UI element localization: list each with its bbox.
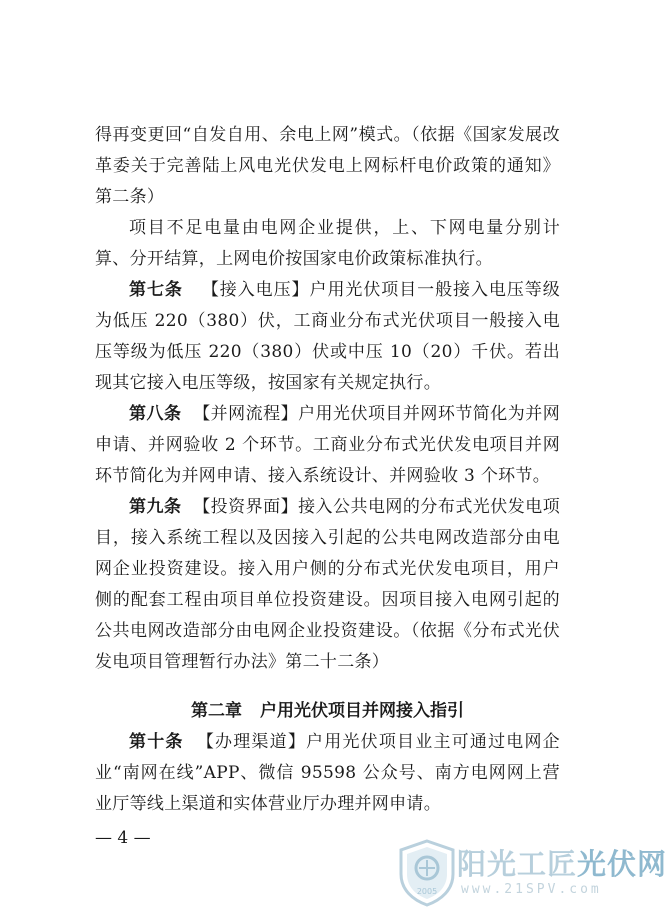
watermark-brand: [457, 842, 667, 883]
paragraph-2: [95, 213, 560, 275]
article-9: [95, 492, 560, 678]
craftsman-shield-icon: [395, 838, 459, 908]
article-8-number: 第八条: [129, 404, 182, 424]
chapter-number: 第二章: [191, 701, 242, 721]
watermark-brand-part2: 光伏网: [577, 847, 667, 881]
article-7-text: 户用光伏项目一般接入电压等级为低压 220（380）伏，工商业分布式光伏项目一般接入电压等级为低压 220（380）伏或中压 10（20）千伏。若出现其它接入电压等级，按国家有关规定执行。: [95, 280, 560, 393]
paragraph-1: [95, 120, 560, 213]
article-10-number: 第十条: [129, 732, 184, 752]
chapter-heading: [95, 696, 560, 721]
article-8-heading: 【并网流程】: [193, 404, 299, 424]
watermark: [395, 838, 667, 908]
article-9-text: 接入公共电网的分布式光伏发电项目，接入系统工程以及因接入引起的公共电网改造部分由电网企业投资建设。接入用户侧的分布式光伏发电项目，用户侧的配套工程由项目单位投资建设。因项目接入电网引起的公共电网改造部分由电网企业投资建设。（依据《分布式光伏发电项目管理暂行办法》第二十二条）: [95, 497, 561, 672]
chapter-title: 户用光伏项目并网接入指引: [260, 701, 464, 721]
body-text-lower: [95, 727, 560, 820]
paragraph-1-text: 得再变更回“自发自用、余电上网”模式。（依据《国家发展改革委关于完善陆上风电光伏发电上网标杆电价政策的通知》第二条）: [95, 125, 560, 207]
article-8-text: 户用光伏项目并网环节简化为并网申请、并网验收 2 个环节。工商业分布式光伏发电项目并网环节简化为并网申请、接入系统设计、并网验收 3 个环节。: [95, 404, 561, 486]
shield-graphic: [395, 838, 459, 908]
article-8: [95, 399, 560, 492]
article-7-number: 第七条: [129, 280, 183, 300]
body-text-upper: [95, 120, 560, 678]
article-10-text: 户用光伏项目业主可通过电网企业“南网在线”APP、微信 95598 公众号、南方电网网上营业厅等线上渠道和实体营业厅办理并网申请。: [95, 732, 560, 814]
watermark-brand-part1: 阳光工匠: [457, 847, 578, 881]
article-7: [95, 275, 560, 399]
article-10: [95, 727, 560, 820]
article-10-heading: 【办理渠道】: [196, 732, 307, 752]
paragraph-2-text: 项目不足电量由电网企业提供，上、下网电量分别计算、分开结算，上网电价按国家电价政策标准执行。: [95, 218, 560, 269]
watermark-year: 2005: [416, 887, 438, 896]
article-9-number: 第九条: [129, 497, 182, 517]
page-number: — 4 —: [95, 828, 151, 848]
watermark-url: www.21SPV.com: [461, 882, 602, 897]
article-9-heading: 【投资界面】: [193, 497, 299, 517]
article-7-heading: 【接入电压】: [201, 280, 310, 300]
